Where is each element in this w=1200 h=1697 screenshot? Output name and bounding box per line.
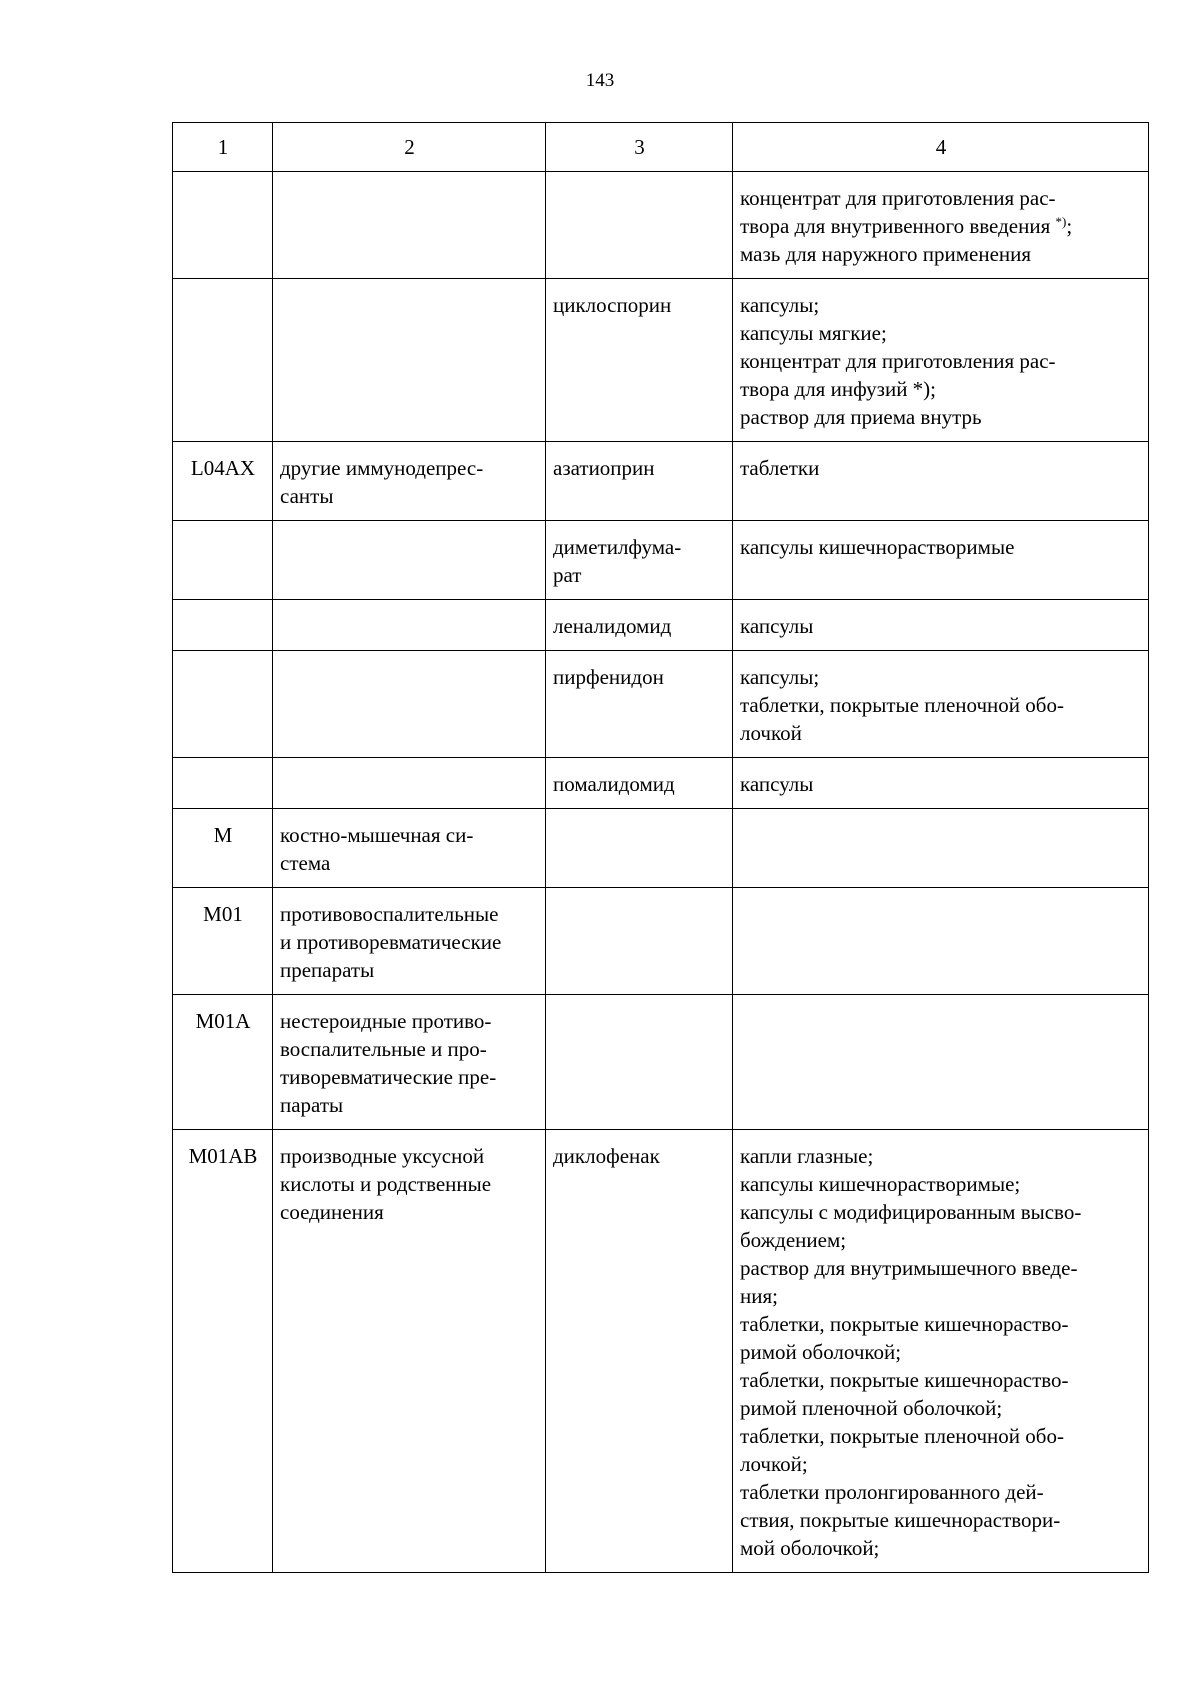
dosage-form-line	[740, 347, 1142, 375]
substance-cell-line: циклоспорин	[553, 293, 672, 317]
group-name-cell	[273, 1130, 546, 1573]
group-name-cell	[273, 651, 546, 758]
column-header-2: 2	[273, 123, 546, 172]
dosage-form-text: бождением;	[740, 1228, 847, 1252]
dosage-form-line	[740, 212, 1142, 240]
table-row	[173, 521, 1149, 600]
dosage-form-text: твора для внутривенного введения	[740, 214, 1056, 238]
dosage-form-line	[740, 454, 1142, 482]
dosage-form-text: таблетки, покрытые пленочной обо-	[740, 693, 1064, 717]
dosage-form-line	[740, 1534, 1142, 1562]
dosage-form-line	[740, 1506, 1142, 1534]
dosage-form-line	[740, 612, 1142, 640]
dosage-form-line	[740, 1170, 1142, 1198]
drug-table	[172, 122, 1149, 1573]
dosage-form-line	[740, 240, 1142, 268]
group-name-cell	[273, 600, 546, 651]
group-name-cell	[273, 888, 546, 995]
dosage-form-line	[740, 1450, 1142, 1478]
group-name-cell-line: параты	[280, 1093, 344, 1117]
column-header-4: 4	[733, 123, 1149, 172]
dosage-form-text: римой оболочкой;	[740, 1340, 902, 1364]
dosage-form-line	[740, 403, 1142, 431]
dosage-form-text: мазь для наружного применения	[740, 242, 1032, 266]
dosage-forms-cell	[733, 172, 1149, 279]
substance-cell	[546, 1130, 733, 1573]
dosage-form-text: ствия, покрытые кишечнораствори-	[740, 1508, 1061, 1532]
dosage-form-text: капсулы с модифицированным высво-	[740, 1200, 1082, 1224]
substance-cell-line: диметилфума-	[553, 535, 682, 559]
substance-cell-line: пирфенидон	[553, 665, 664, 689]
dosage-form-line	[740, 375, 1142, 403]
substance-cell-line: диклофенак	[553, 1144, 660, 1168]
table-row	[173, 442, 1149, 521]
group-name-cell-line: нестероидные противо-	[280, 1009, 492, 1033]
group-name-cell-line: производные уксусной	[280, 1144, 485, 1168]
table-row	[173, 1130, 1149, 1573]
substance-cell	[546, 995, 733, 1130]
atc-code-cell: M	[173, 809, 273, 888]
group-name-cell	[273, 995, 546, 1130]
atc-code-cell	[173, 600, 273, 651]
table-body	[173, 172, 1149, 1573]
dosage-form-line	[740, 533, 1142, 561]
dosage-forms-cell	[733, 651, 1149, 758]
group-name-cell	[273, 172, 546, 279]
table-row	[173, 888, 1149, 995]
dosage-form-text: капсулы кишечнорастворимые	[740, 535, 1015, 559]
dosage-forms-cell	[733, 1130, 1149, 1573]
dosage-forms-cell	[733, 279, 1149, 442]
group-name-cell-line: санты	[280, 484, 334, 508]
dosage-forms-cell	[733, 995, 1149, 1130]
dosage-form-line	[740, 719, 1142, 747]
page-number: 143	[585, 70, 615, 91]
group-name-cell-line: кислоты и родственные	[280, 1172, 492, 1196]
substance-cell	[546, 442, 733, 521]
group-name-cell-line: препараты	[280, 958, 375, 982]
dosage-forms-cell	[733, 888, 1149, 995]
dosage-form-text: раствор для приема внутрь	[740, 405, 982, 429]
dosage-form-line	[740, 1366, 1142, 1394]
dosage-form-line	[740, 1282, 1142, 1310]
dosage-form-text: таблетки	[740, 456, 820, 480]
dosage-form-line	[740, 1310, 1142, 1338]
dosage-form-text: римой пленочной оболочкой;	[740, 1396, 1003, 1420]
atc-code-cell	[173, 172, 273, 279]
dosage-forms-cell	[733, 521, 1149, 600]
dosage-form-line	[740, 1226, 1142, 1254]
group-name-cell-line: стема	[280, 851, 331, 875]
dosage-form-text: мой оболочкой;	[740, 1536, 880, 1560]
table-row	[173, 758, 1149, 809]
dosage-form-text: лочкой	[740, 721, 802, 745]
substance-cell	[546, 521, 733, 600]
column-header-3: 3	[546, 123, 733, 172]
dosage-forms-cell	[733, 442, 1149, 521]
table-row	[173, 651, 1149, 758]
dosage-form-tail: ;	[1066, 214, 1073, 238]
atc-code-cell	[173, 521, 273, 600]
dosage-form-text: раствор для внутримышечного введе-	[740, 1256, 1078, 1280]
group-name-cell	[273, 442, 546, 521]
dosage-form-text: капли глазные;	[740, 1144, 874, 1168]
dosage-form-text: концентрат для приготовления рас-	[740, 349, 1056, 373]
atc-code-cell: M01AB	[173, 1130, 273, 1573]
group-name-cell-line: тиворевматические пре-	[280, 1065, 497, 1089]
dosage-forms-cell	[733, 809, 1149, 888]
dosage-forms-cell	[733, 600, 1149, 651]
dosage-form-text: капсулы мягкие;	[740, 321, 887, 345]
dosage-form-line	[740, 1394, 1142, 1422]
substance-cell-line: азатиоприн	[553, 456, 655, 480]
substance-cell	[546, 758, 733, 809]
dosage-form-text: лочкой;	[740, 1452, 808, 1476]
dosage-form-line	[740, 1422, 1142, 1450]
dosage-form-line	[740, 319, 1142, 347]
substance-cell	[546, 172, 733, 279]
dosage-form-line	[740, 1142, 1142, 1170]
dosage-form-line	[740, 291, 1142, 319]
dosage-form-line	[740, 691, 1142, 719]
table-header	[173, 123, 1149, 172]
atc-code-cell: M01	[173, 888, 273, 995]
dosage-form-text: таблетки, покрытые кишечнораство-	[740, 1312, 1069, 1336]
group-name-cell	[273, 521, 546, 600]
dosage-form-text: ния;	[740, 1284, 778, 1308]
dosage-form-line	[740, 184, 1142, 212]
group-name-cell	[273, 758, 546, 809]
dosage-form-text: капсулы;	[740, 293, 820, 317]
group-name-cell-line: и противоревматические	[280, 930, 502, 954]
dosage-form-line	[740, 1478, 1142, 1506]
dosage-form-line	[740, 663, 1142, 691]
dosage-form-text: таблетки, покрытые кишечнораство-	[740, 1368, 1069, 1392]
dosage-form-line	[740, 1338, 1142, 1366]
dosage-form-line	[740, 1198, 1142, 1226]
dosage-form-text: капсулы	[740, 772, 814, 796]
table-row	[173, 600, 1149, 651]
atc-code-cell: M01A	[173, 995, 273, 1130]
dosage-form-text: капсулы;	[740, 665, 820, 689]
dosage-form-text: таблетки пролонгированного дей-	[740, 1480, 1044, 1504]
dosage-form-text: капсулы	[740, 614, 814, 638]
header-row	[173, 123, 1149, 172]
table-row	[173, 995, 1149, 1130]
substance-cell-line: леналидомид	[553, 614, 672, 638]
group-name-cell-line: костно-мышечная си-	[280, 823, 474, 847]
group-name-cell	[273, 279, 546, 442]
atc-code-cell: L04AX	[173, 442, 273, 521]
substance-cell	[546, 809, 733, 888]
dosage-form-text: твора для инфузий *);	[740, 377, 937, 401]
dosage-form-text: концентрат для приготовления рас-	[740, 186, 1056, 210]
atc-code-cell	[173, 651, 273, 758]
substance-cell	[546, 651, 733, 758]
substance-cell-line: рат	[553, 563, 582, 587]
table-row	[173, 279, 1149, 442]
dosage-forms-cell	[733, 758, 1149, 809]
group-name-cell-line: воспалительные и про-	[280, 1037, 487, 1061]
substance-cell	[546, 600, 733, 651]
dosage-form-text: капсулы кишечнорастворимые;	[740, 1172, 1021, 1196]
group-name-cell-line: противовоспалительные	[280, 902, 499, 926]
group-name-cell-line: соединения	[280, 1200, 384, 1224]
substance-cell	[546, 888, 733, 995]
substance-cell	[546, 279, 733, 442]
atc-code-cell	[173, 279, 273, 442]
substance-cell-line: помалидомид	[553, 772, 675, 796]
dosage-form-text: таблетки, покрытые пленочной обо-	[740, 1424, 1064, 1448]
column-header-1: 1	[173, 123, 273, 172]
dosage-form-line	[740, 770, 1142, 798]
footnote-marker: *)	[1055, 214, 1067, 229]
group-name-cell	[273, 809, 546, 888]
group-name-cell-line: другие иммунодепрес-	[280, 456, 484, 480]
atc-code-cell	[173, 758, 273, 809]
table-row	[173, 172, 1149, 279]
dosage-form-line	[740, 1254, 1142, 1282]
table-row	[173, 809, 1149, 888]
